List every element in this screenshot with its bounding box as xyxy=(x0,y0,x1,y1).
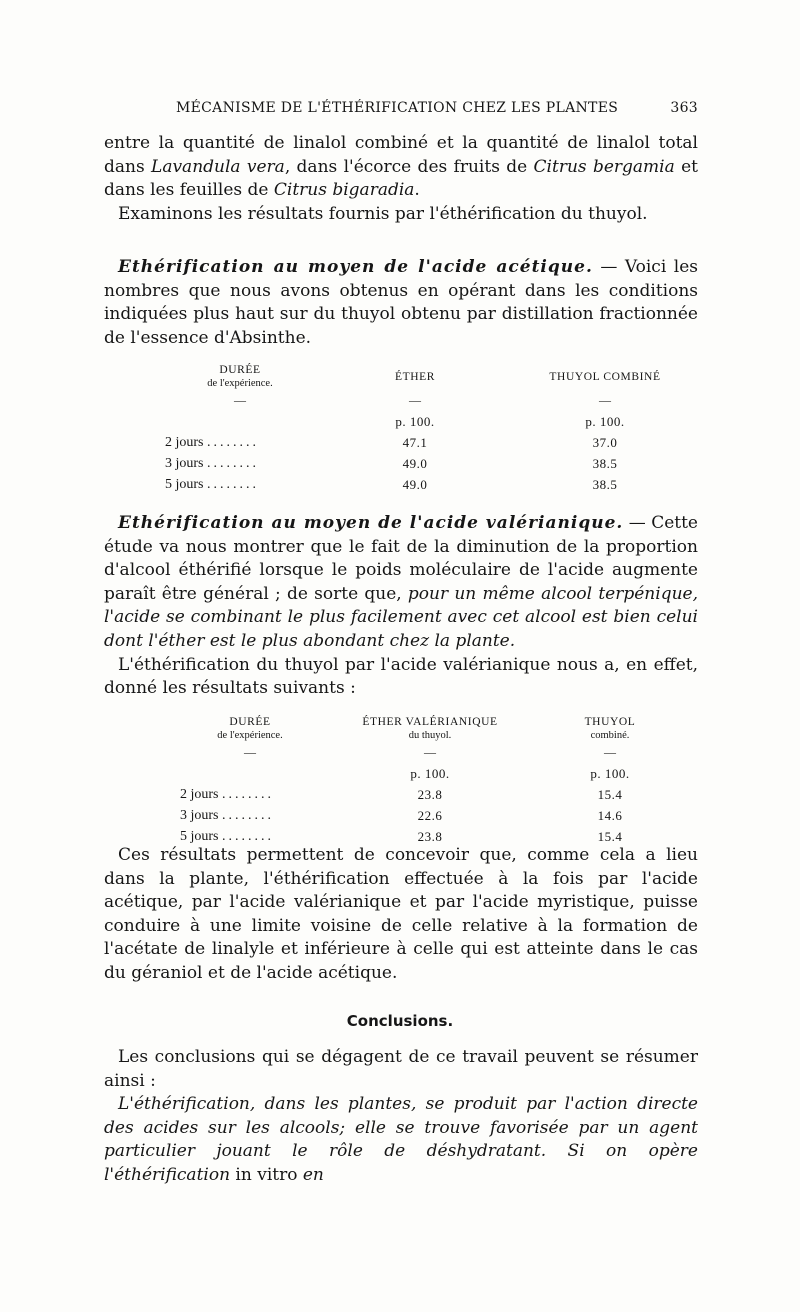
ether-value: 23.8 xyxy=(417,828,443,844)
combined-value: 38.5 xyxy=(592,476,618,492)
table-row xyxy=(165,432,695,453)
combined-value: 38.5 xyxy=(592,455,618,471)
combined-value: 14.6 xyxy=(597,807,623,823)
paragraph-linalol xyxy=(104,132,698,203)
header-sub: combiné. xyxy=(590,730,630,741)
header-label: THUYOL xyxy=(584,716,636,728)
row-duration xyxy=(180,805,320,826)
ether-value: 49.0 xyxy=(402,476,428,492)
header-rule: — xyxy=(424,745,436,759)
paragraph-resultats: L'éthérification du thuyol par l'acide valérianique nous a, en effet, donné les résultats suivants : xyxy=(104,654,698,699)
column-header-ether: ÉTHER xyxy=(394,370,436,383)
header-rule: — xyxy=(604,745,616,759)
paragraph-conclusion-1 xyxy=(104,1093,698,1187)
text-run: — Voici les nombres que nous avons obtenus en opérant dans les conditions indiquées plus haut sur du thuyol obtenu par distillation fractionnée de l'essence d'Absinthe. xyxy=(104,257,698,348)
unit-label: p. 100. xyxy=(410,765,450,781)
text-run: entre la quantité de linalol combiné et la quantité de linalol total dans xyxy=(104,133,698,177)
duration-label: 5 jours xyxy=(180,828,219,844)
leader-dots: ........ xyxy=(207,434,259,450)
duration-label: 2 jours xyxy=(165,434,204,450)
table-row xyxy=(165,453,695,474)
text-run: , dans l'écorce des fruits de xyxy=(284,156,534,177)
species-name: Citrus bigaradia xyxy=(273,180,415,201)
unit-spacer xyxy=(180,763,320,784)
row-duration xyxy=(165,474,315,495)
leader-dots: ........ xyxy=(222,828,274,844)
section-heading-acetique: Ethérification au moyen de l'acide acétique. xyxy=(118,257,593,277)
table-row xyxy=(180,784,680,805)
paragraph-conclusions-intro: Les conclusions qui se dégagent de ce travail peuvent se résumer ainsi : xyxy=(104,1047,698,1091)
row-duration xyxy=(165,453,315,474)
header-label: DURÉE xyxy=(219,364,261,376)
ether-value: 23.8 xyxy=(417,786,443,802)
duration-label: 5 jours xyxy=(165,476,204,492)
header-sub: de l'expérience. xyxy=(217,730,283,741)
text-run: et dans les feuilles de xyxy=(104,156,698,201)
leader-dots: ........ xyxy=(222,807,274,823)
species-name: Lavandula vera xyxy=(151,156,285,177)
section-acetique xyxy=(104,256,698,350)
paragraph-concevoir: Ces résultats permettent de concevoir que, comme cela a lieu dans la plante, l'éthérification effectuée à la fois par l'acide acétique, par l'acide valérianique et par l'acide myristique, puisse conduire à une limite voisine de celle relative à la formation de l'acétate de linalyle et inférieure à celle qui est atteinte dans le cas du géraniol et de l'acide acétique. xyxy=(104,845,698,983)
section-valerianique xyxy=(104,512,698,701)
paragraph-valerianique xyxy=(104,512,698,654)
duration-label: 3 jours xyxy=(165,455,204,471)
table-row xyxy=(180,805,680,826)
emphasis-text: en xyxy=(302,1164,324,1185)
header-rule: — xyxy=(599,393,611,407)
ether-value: 49.0 xyxy=(402,455,428,471)
text-run: — Cette étude va nous montrer que le fait de la diminution de la proportion d'alcool éthérifié lorsque le poids moléculaire de l'acide augmente paraît être général ; de sorte que, xyxy=(104,513,698,604)
unit-spacer xyxy=(165,411,315,432)
header-label: ÉTHER VALÉRIANIQUE xyxy=(362,716,498,728)
emphasis-text: pour un même alcool terpénique, l'acide se combinant le plus facilement avec cet alcool est bien celui dont l'éther est le plus abondant chez la plante. xyxy=(104,583,698,651)
column-header-thuyol xyxy=(540,716,680,742)
leader-dots: ........ xyxy=(207,476,259,492)
header-rule: — xyxy=(409,393,421,407)
table-row xyxy=(165,474,695,495)
duration-label: 3 jours xyxy=(180,807,219,823)
header-sub: du thuyol. xyxy=(408,730,452,741)
text-run: in vitro xyxy=(230,1164,303,1185)
body-block-1 xyxy=(104,132,698,226)
conclusions-block xyxy=(104,1046,698,1188)
leader-dots: ........ xyxy=(207,455,259,471)
unit-label: p. 100. xyxy=(395,413,435,429)
text-run: . xyxy=(414,180,420,201)
column-header-duree xyxy=(165,364,315,390)
leader-dots: ........ xyxy=(222,786,274,802)
row-duration xyxy=(165,432,315,453)
table-valerianique xyxy=(180,716,680,847)
ether-value: 47.1 xyxy=(402,434,428,450)
header-rule: — xyxy=(234,393,246,407)
running-title: MÉCANISME DE L'ÉTHÉRIFICATION CHEZ LES PLANTES xyxy=(176,100,619,116)
page-number: 363 xyxy=(670,100,698,116)
paragraph-examinons: Examinons les résultats fournis par l'éthérification du thuyol. xyxy=(118,203,648,224)
conclusions-heading: Conclusions. xyxy=(346,1012,454,1030)
body-block-4 xyxy=(104,844,698,986)
paragraph-acetique xyxy=(104,256,698,350)
row-duration xyxy=(180,784,320,805)
combined-value: 15.4 xyxy=(597,828,623,844)
duration-label: 2 jours xyxy=(180,786,219,802)
column-header-duree xyxy=(180,716,320,742)
unit-label: p. 100. xyxy=(585,413,625,429)
column-header-ether-valerianique xyxy=(320,716,540,742)
ether-value: 22.6 xyxy=(417,807,443,823)
column-header-thuyol: THUYOL COMBINÉ xyxy=(549,370,661,383)
table-acetique xyxy=(165,364,695,495)
section-heading-valerianique: Ethérification au moyen de l'acide valérianique. xyxy=(118,513,624,533)
header-rule: — xyxy=(244,745,256,759)
header-label: DURÉE xyxy=(229,716,271,728)
species-name: Citrus bergamia xyxy=(533,156,675,177)
header-sub: de l'expérience. xyxy=(207,378,273,389)
combined-value: 37.0 xyxy=(592,434,618,450)
unit-label: p. 100. xyxy=(590,765,630,781)
emphasis-text: L'éthérification, dans les plantes, se produit par l'action directe des acides sur les alcools; elle se trouve favorisée par un agent particulier jouant le rôle de déshydratant. Si on opère l'éthérification xyxy=(104,1094,698,1185)
combined-value: 15.4 xyxy=(597,786,623,802)
